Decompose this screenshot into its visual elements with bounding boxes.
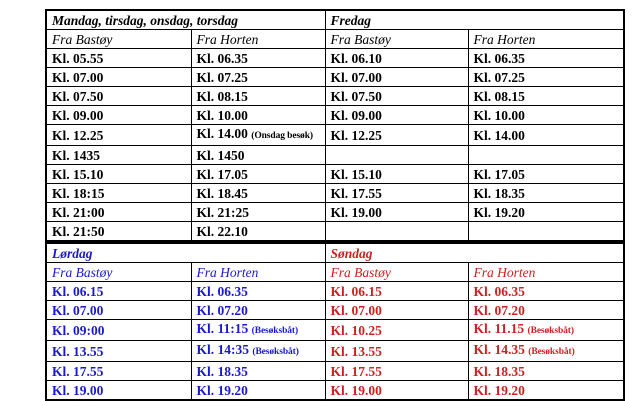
departure-time: Kl. 11:15: [196, 321, 249, 336]
departure-cell: Kl. 18:15: [46, 184, 191, 203]
day-label-friday: Fredag: [325, 10, 624, 30]
day-label-weekdays: Mandag, tirsdag, onsdag, torsdag: [46, 10, 325, 30]
departure-cell: Kl. 09.00: [46, 106, 191, 125]
departure-cell: Kl. 07.50: [46, 87, 191, 106]
departure-cell: Kl. 13.55: [46, 341, 191, 362]
table-row: [46, 68, 624, 87]
departure-cell: Kl. 08.15: [468, 87, 624, 106]
departure-cell: Kl. 1435: [46, 146, 191, 165]
departure-cell-empty: [468, 222, 624, 242]
departure-cell: Kl. 21:50: [46, 222, 191, 242]
route-header-horten-sunday: Fra Horten: [468, 263, 624, 282]
departure-cell: Kl. 07.20: [468, 301, 624, 320]
table-row: [46, 106, 624, 125]
departure-cell: Kl. 18.35: [468, 362, 624, 381]
departure-cell: Kl. 19.00: [325, 381, 468, 401]
departure-cell-empty: [325, 222, 468, 242]
departure-cell: Kl. 07.00: [325, 68, 468, 87]
departure-cell: Kl. 19.20: [191, 381, 325, 401]
departure-cell: Kl. 09:00: [46, 320, 191, 341]
departure-cell: Kl. 17.05: [468, 165, 624, 184]
departure-cell: Kl. 17.55: [46, 362, 191, 381]
departure-cell: Kl. 06.15: [325, 282, 468, 301]
route-header-horten-weekdays: Fra Horten: [191, 30, 325, 49]
departure-cell-empty: [325, 146, 468, 165]
departure-time: Kl. 14:35: [196, 342, 249, 357]
departure-cell: Kl. 06.35: [468, 282, 624, 301]
timetable-body-weekday-friday: [46, 10, 624, 241]
day-banner-row: [46, 10, 624, 30]
departure-cell: Kl. 19.20: [468, 381, 624, 401]
departure-cell: Kl. 08.15: [191, 87, 325, 106]
departure-note: (Besøksbåt): [251, 326, 299, 336]
table-row: [46, 301, 624, 320]
table-row: [46, 341, 624, 362]
departure-cell-with-note: [468, 320, 624, 341]
departure-cell: Kl. 10.00: [191, 106, 325, 125]
departure-cell: Kl. 18.45: [191, 184, 325, 203]
departure-cell: Kl. 07.00: [46, 301, 191, 320]
departure-cell: Kl. 19.00: [46, 381, 191, 401]
departure-cell: Kl. 17.05: [191, 165, 325, 184]
table-row: [46, 203, 624, 222]
table-row: [46, 125, 624, 146]
departure-cell: Kl. 19.00: [325, 203, 468, 222]
departure-cell: Kl. 21:25: [191, 203, 325, 222]
departure-cell: Kl. 17.55: [325, 362, 468, 381]
table-row: [46, 320, 624, 341]
table-row: [46, 222, 624, 242]
departure-cell: Kl. 06.10: [325, 49, 468, 68]
departure-cell-with-note: [191, 341, 325, 362]
departure-cell: Kl. 06.15: [46, 282, 191, 301]
departure-cell: Kl. 15.10: [46, 165, 191, 184]
day-label-sunday: Søndag: [325, 243, 624, 263]
departure-note: (Onsdag besøk): [251, 131, 313, 141]
departure-cell-with-note: [191, 320, 325, 341]
route-header-horten-friday: Fra Horten: [468, 30, 624, 49]
departure-cell: Kl. 07.25: [191, 68, 325, 87]
departure-cell: Kl. 12.25: [325, 125, 468, 146]
departure-cell: Kl. 07.50: [325, 87, 468, 106]
departure-cell: Kl. 07.20: [191, 301, 325, 320]
table-row: [46, 165, 624, 184]
departure-cell: Kl. 18.35: [468, 184, 624, 203]
day-banner-row: [46, 243, 624, 263]
departure-cell: Kl. 19.20: [468, 203, 624, 222]
table-row: [46, 381, 624, 401]
timetable-weekday-friday: [45, 9, 625, 242]
departure-cell-with-note: [468, 341, 624, 362]
departure-cell: Kl. 06.35: [191, 282, 325, 301]
departure-note: (Besøksbåt): [528, 347, 575, 357]
departure-time: Kl. 14.35: [473, 342, 525, 357]
departure-time: Kl. 14.00: [196, 126, 248, 141]
departure-cell: Kl. 07.00: [46, 68, 191, 87]
departure-cell: Kl. 1450: [191, 146, 325, 165]
day-label-saturday: Lørdag: [46, 243, 325, 263]
departure-cell: Kl. 18.35: [191, 362, 325, 381]
departure-cell: Kl. 09.00: [325, 106, 468, 125]
table-row: [46, 184, 624, 203]
departure-cell: Kl. 05.55: [46, 49, 191, 68]
ferry-timetable: [45, 9, 623, 401]
departure-time: Kl. 11.15: [473, 321, 525, 336]
departure-cell: Kl. 10.00: [468, 106, 624, 125]
route-header-horten-saturday: Fra Horten: [191, 263, 325, 282]
departure-cell: Kl. 12.25: [46, 125, 191, 146]
departure-cell: Kl. 07.00: [325, 301, 468, 320]
departure-note: (Besøksbåt): [527, 326, 574, 336]
timetable-body-saturday-sunday: [46, 243, 624, 400]
departure-cell-empty: [468, 146, 624, 165]
table-row: [46, 87, 624, 106]
departure-cell: Kl. 07.25: [468, 68, 624, 87]
route-header-bastoy-friday: Fra Bastøy: [325, 30, 468, 49]
departure-cell: Kl. 15.10: [325, 165, 468, 184]
departure-cell-with-note: [191, 125, 325, 146]
route-header-bastoy-saturday: Fra Bastøy: [46, 263, 191, 282]
table-row: [46, 282, 624, 301]
route-header-bastoy-weekdays: Fra Bastøy: [46, 30, 191, 49]
departure-cell: Kl. 06.35: [191, 49, 325, 68]
departure-cell: Kl. 10.25: [325, 320, 468, 341]
route-header-bastoy-sunday: Fra Bastøy: [325, 263, 468, 282]
departure-cell: Kl. 22.10: [191, 222, 325, 242]
table-row: [46, 49, 624, 68]
departure-cell: Kl. 13.55: [325, 341, 468, 362]
departure-cell: Kl. 21:00: [46, 203, 191, 222]
departure-note: (Besøksbåt): [252, 347, 299, 357]
departure-cell: Kl. 14.00: [468, 125, 624, 146]
route-header-row: [46, 30, 624, 49]
route-header-row: [46, 263, 624, 282]
departure-cell: Kl. 17.55: [325, 184, 468, 203]
timetable-saturday-sunday: [45, 242, 625, 401]
table-row: [46, 146, 624, 165]
departure-cell: Kl. 06.35: [468, 49, 624, 68]
table-row: [46, 362, 624, 381]
